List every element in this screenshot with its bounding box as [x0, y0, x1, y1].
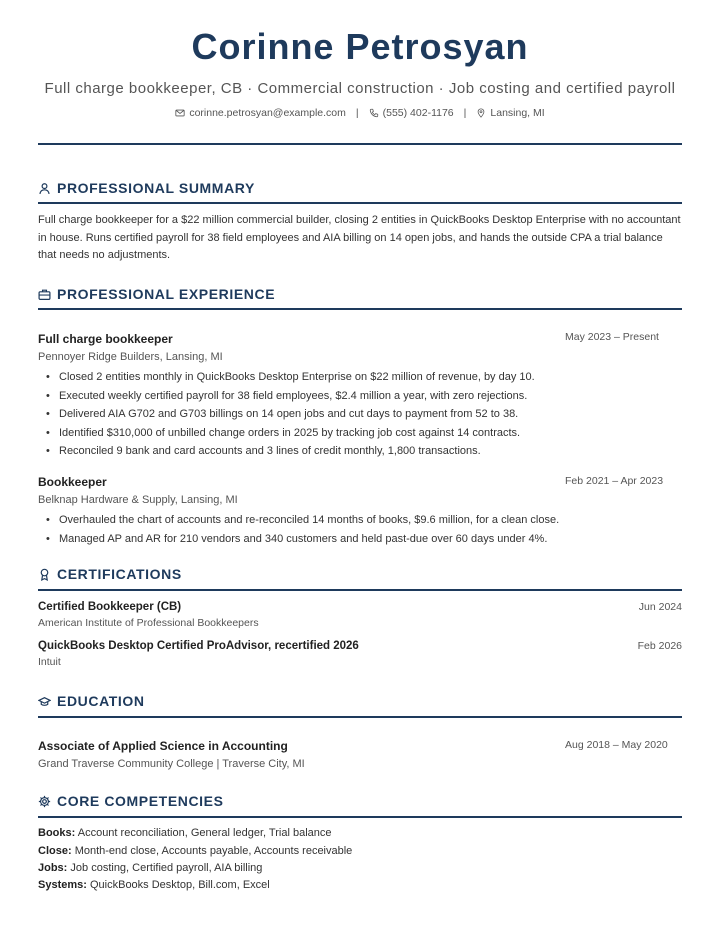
- job-bullet: • Closed 2 entities monthly in QuickBooks Desktop Enterprise on $22 million of revenue, by day 10.: [46, 368, 682, 387]
- graduation-cap-icon: [38, 695, 51, 708]
- person-icon: [38, 182, 51, 195]
- certifications-heading-text: CERTIFICATIONS: [57, 566, 182, 582]
- job-bullet: • Overhauled the chart of accounts and re-reconciled 14 months of books, $9.6 million, for a clean close.: [46, 511, 682, 530]
- job-dates: May 2023 – Present: [565, 331, 659, 343]
- contact-separator: |: [463, 107, 467, 119]
- job-bullet: • Identified $310,000 of unbilled change orders in 2025 by tracking job cost against 14 contracts.: [46, 424, 682, 443]
- education-heading: [38, 693, 682, 709]
- certification-org: American Institute of Professional Bookkeepers: [38, 617, 259, 629]
- competency-value: Account reconciliation, General ledger, Trial balance: [77, 827, 332, 839]
- summary-heading: [38, 180, 682, 196]
- competency-row: [38, 879, 270, 891]
- competency-label: Systems:: [38, 879, 87, 891]
- job-bullet: • Delivered AIA G702 and G703 billings on 14 open jobs and cut days to payment from 52 to 38.: [46, 405, 682, 424]
- competencies-heading: [38, 793, 682, 809]
- contact-phone[interactable]: [369, 107, 454, 119]
- job-company: Belknap Hardware & Supply, Lansing, MI: [38, 494, 238, 506]
- location-pin-icon: [476, 108, 486, 118]
- contact-bar: [0, 107, 720, 119]
- experience-rule: [38, 308, 682, 310]
- experience-heading-text: PROFESSIONAL EXPERIENCE: [57, 286, 276, 302]
- summary-rule: [38, 202, 682, 204]
- certification-date: Jun 2024: [638, 601, 682, 613]
- education-dates: Aug 2018 – May 2020: [565, 739, 668, 751]
- degree-title: Associate of Applied Science in Accounting: [38, 739, 288, 753]
- contact-location: [476, 107, 544, 119]
- headline-tagline: Full charge bookkeeper, CB · Commercial construction · Job costing and certified payroll: [44, 80, 676, 97]
- competencies-heading-text: CORE COMPETENCIES: [57, 793, 224, 809]
- competency-value: Month-end close, Accounts payable, Accounts receivable: [74, 845, 353, 857]
- job-bullets: [46, 368, 682, 461]
- contact-email[interactable]: [175, 107, 346, 119]
- contact-separator: |: [355, 107, 359, 119]
- job-company: Pennoyer Ridge Builders, Lansing, MI: [38, 351, 223, 363]
- competency-value: QuickBooks Desktop, Bill.com, Excel: [89, 879, 270, 891]
- job-title: Full charge bookkeeper: [38, 332, 173, 346]
- school-name: Grand Traverse Community College | Traverse City, MI: [38, 758, 305, 770]
- job-bullet: • Managed AP and AR for 210 vendors and 340 customers and held past-due over 60 days under 4%.: [46, 530, 682, 549]
- job-bullets: [46, 511, 682, 548]
- job-dates: Feb 2021 – Apr 2023: [565, 475, 664, 487]
- briefcase-icon: [38, 288, 51, 301]
- summary-text: Full charge bookkeeper for a $22 million commercial builder, closing 2 entities in QuickBooks Desktop Enterprise with no accountant in house. Runs certified payroll for 38 field employees and AIA billing on 14 open jobs, and hands the outside CPA a trial balance that needs no adjustments.: [38, 214, 681, 261]
- competency-value: Job costing, Certified payroll, AIA billing: [70, 862, 263, 874]
- certifications-rule: [38, 589, 682, 591]
- certification-date: Feb 2026: [637, 640, 682, 652]
- competency-label: Jobs:: [38, 862, 68, 874]
- experience-heading: [38, 286, 682, 302]
- phone-icon: [369, 108, 379, 118]
- job-title: Bookkeeper: [38, 475, 107, 489]
- certification-org: Intuit: [38, 656, 61, 668]
- summary-heading-text: PROFESSIONAL SUMMARY: [57, 180, 255, 196]
- competency-label: Close:: [38, 845, 72, 857]
- phone-text: (555) 402-1176: [382, 107, 454, 119]
- header-divider: [38, 143, 682, 145]
- gear-icon: [38, 795, 51, 808]
- education-rule: [38, 716, 682, 718]
- certifications-heading: [38, 566, 682, 582]
- competency-label: Books:: [38, 827, 76, 839]
- competency-row: [38, 845, 352, 857]
- certification-title: QuickBooks Desktop Certified ProAdvisor, recertified 2026: [38, 640, 359, 652]
- competencies-rule: [38, 816, 682, 818]
- job-bullet: • Reconciled 9 bank and card accounts and 3 lines of credit monthly, 1,800 transactions.: [46, 442, 682, 461]
- mail-icon: [175, 108, 185, 118]
- education-heading-text: EDUCATION: [57, 693, 145, 709]
- certification-title: Certified Bookkeeper (CB): [38, 601, 182, 613]
- email-text: corinne.petrosyan@example.com: [189, 107, 346, 119]
- competency-row: [38, 862, 262, 874]
- job-bullet: • Executed weekly certified payroll for 38 field employees, $2.4 million a year, with zero rejections.: [46, 387, 682, 406]
- competency-row: [38, 827, 332, 839]
- location-text: Lansing, MI: [490, 107, 545, 119]
- award-icon: [38, 568, 51, 581]
- candidate-name: Corinne Petrosyan: [191, 26, 529, 67]
